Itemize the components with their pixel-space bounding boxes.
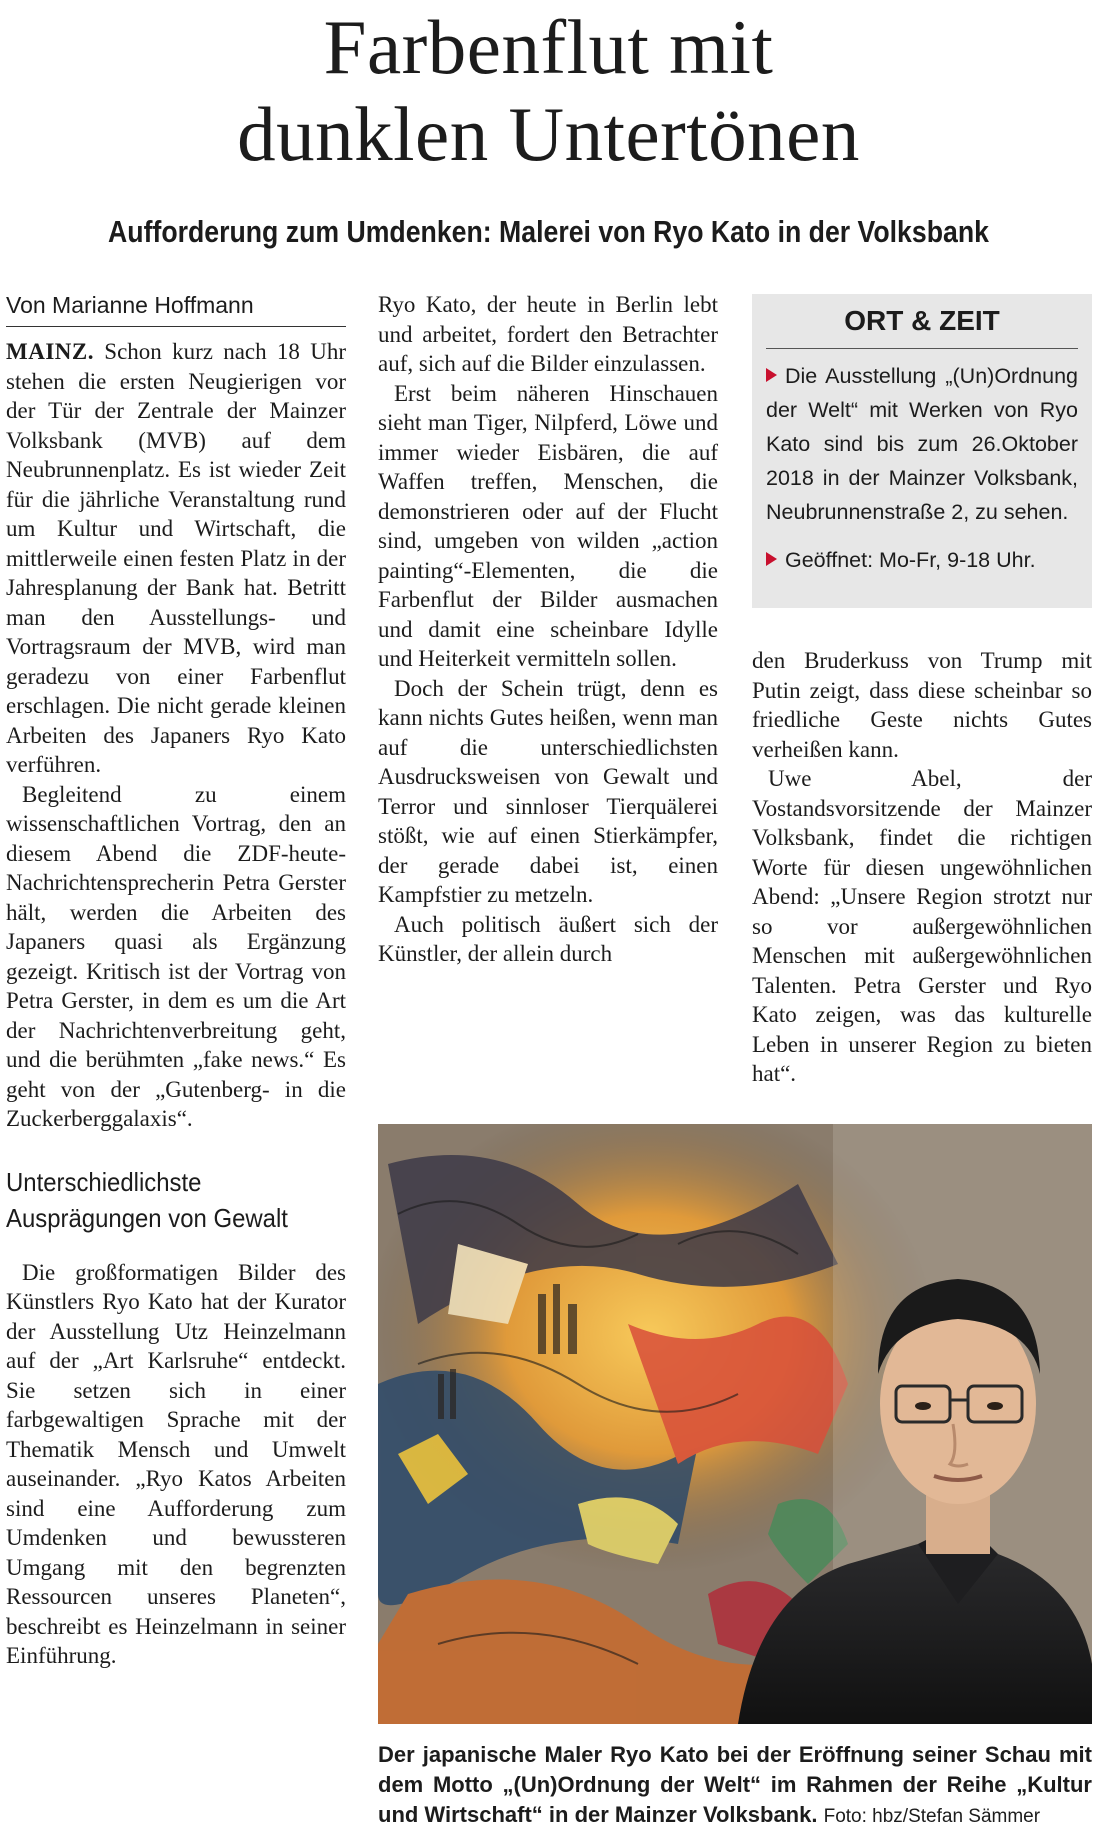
triangle-bullet-icon bbox=[766, 368, 777, 382]
article-column-2 bbox=[378, 290, 718, 969]
info-box bbox=[752, 294, 1092, 608]
paragraph: Auch politisch äußert sich der Künstler, der allein durch bbox=[378, 911, 718, 966]
info-box-title: ORT & ZEIT bbox=[766, 294, 1078, 349]
subheading: Unterschiedlichste Ausprägungen von Gewalt bbox=[6, 1166, 288, 1233]
byline: Von Marianne Hoffmann bbox=[6, 290, 346, 327]
subheadline: Aufforderung zum Umdenken: Malerei von Ryo Kato in der Volksbank bbox=[108, 214, 989, 249]
paragraph: Doch der Schein trügt, denn es kann nichts Gutes heißen, wenn man auf die unterschiedlichsten Ausdrucksweisen von Gewalt und Terror und sinnloser Tierquälerei stößt, wie auf einen Stierkämpfer, der gerade dabei ist, einen Kampfstier zu metzeln. bbox=[378, 675, 718, 907]
paragraph: Begleitend zu einem wissenschaftlichen Vortrag, den an diesem Abend die ZDF-heute-Nachrichtensprecherin Petra Gerster hält, werden die Arbeiten des Japaners quasi als Ergänzung gezeigt. Kritisch ist der Vortrag von Petra Gerster, in dem es um die Art der Nachrichtenverbreitung geht, und die berühmten „fake news.“ Es geht von der „Gutenberg- in die Zuckerberggalaxis“. bbox=[6, 781, 346, 1131]
article-column-1 bbox=[6, 290, 346, 1671]
headline-line-2: dunklen Untertönen bbox=[237, 91, 860, 177]
info-box-item bbox=[766, 359, 1078, 529]
article-photo bbox=[378, 1124, 1092, 1724]
photo-credit: Foto: hbz/Stefan Sämmer bbox=[823, 1806, 1041, 1827]
paragraph bbox=[6, 337, 346, 780]
paragraph: Die großformatigen Bilder des Künstlers Ryo Kato hat der Kurator der Ausstellung Utz Heinzelmann auf der „Art Karlsruhe“ entdeckt. Sie setzen sich in einer farbgewaltigen Sprache mit der Thematik Mensch und Umwelt auseinander. „Ryo Katos Arbeiten sind eine Aufforderung zum Umdenken und bewussteren Umgang mit den begrenzten Ressourcen unseres Planeten“, beschreibt es Heinzelmann in seiner Einführung. bbox=[6, 1259, 346, 1668]
paragraph: Erst beim näheren Hinschauen sieht man Tiger, Nilpferd, Löwe und immer wieder Eisbären, die auf Waffen treffen, Menschen, die demonstrieren oder auf der Flucht sind, umgeben von wilden „action painting“-Elementen, die die Farbenflut der Bilder ausmachen und damit eine scheinbare Idylle und Heiterkeit vermitteln sollen. bbox=[378, 380, 718, 671]
info-box-item-text: Die Ausstellung „(Un)Ordnung der Welt“ mit Werken von Ryo Kato sind bis zum 26.Oktober 2018 in der Mainzer Volksbank, Neubrunnenstraße 2, zu sehen. bbox=[766, 364, 1078, 524]
headline bbox=[0, 4, 1097, 178]
info-box-item-text: Geöffnet: Mo-Fr, 9-18 Uhr. bbox=[785, 548, 1036, 572]
dateline: MAINZ. bbox=[6, 339, 94, 364]
caption-text: Der japanische Maler Ryo Kato bei der Eröffnung seiner Schau mit dem Motto „(Un)Ordnung der Welt“ im Rahmen der Reihe „Kultur und Wirtschaft“ in der Mainzer Volksbank. bbox=[378, 1742, 1092, 1827]
painting-and-portrait-image bbox=[378, 1124, 1092, 1724]
article-column-3 bbox=[752, 646, 1092, 1089]
paragraph: den Bruderkuss von Trump mit Putin zeigt, dass diese scheinbar so friedliche Geste nichts Gutes verheißen kann. bbox=[752, 648, 1092, 762]
info-box-item bbox=[766, 543, 1078, 577]
triangle-bullet-icon bbox=[766, 552, 777, 566]
paragraph: Ryo Kato, der heute in Berlin lebt und arbeitet, fordert den Betrachter auf, sich auf die Bilder einzulassen. bbox=[378, 292, 718, 376]
paragraph-text: Schon kurz nach 18 Uhr stehen die ersten Neugierigen vor der Tür der Zentrale der Mainzer Volksbank (MVB) auf dem Neubrunnenplatz. Es ist wieder Zeit für die jährliche Veranstaltung rund um Kultur und Wirtschaft, die mittlerweile einen festen Platz in der Jahresplanung der Bank hat. Betritt man den Ausstellungs- und Vortragsraum der MVB, wird man geradezu von einer Farbenflut erschlagen. Die nicht gerade kleinen Arbeiten des Japaners Ryo Kato verführen. bbox=[6, 339, 346, 777]
headline-line-1: Farbenflut mit bbox=[323, 4, 774, 90]
paragraph: Uwe Abel, der Vostandsvorsitzende der Mainzer Volksbank, findet die richtigen Worte für diesen ungewöhnlichen Abend: „Unsere Region strotzt nur so vor außergewöhnlichen Menschen mit außergewöhnlichen Talenten. Petra Gerster und Ryo Kato zeigen, was das kulturelle Leben in unserer Region zu bieten hat“. bbox=[752, 766, 1092, 1086]
photo-caption bbox=[378, 1740, 1092, 1832]
